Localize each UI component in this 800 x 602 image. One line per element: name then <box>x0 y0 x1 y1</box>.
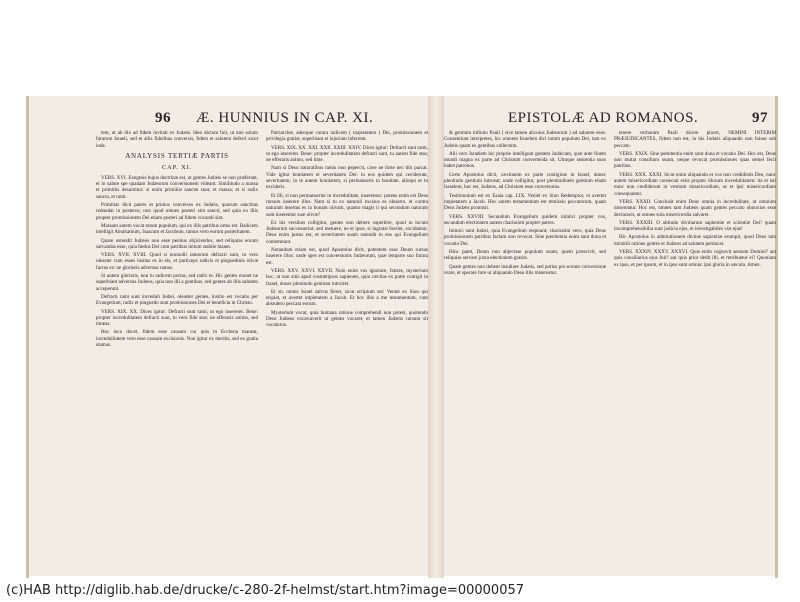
paragraph: Notandum etiam est, quod Apostolus dicit, potentem esse Deum rursus inserere illos: unde spes est conversionis Judæorum, quæ tempore suo futura est. <box>266 247 428 266</box>
left-page <box>96 108 428 576</box>
paragraph: Quare ostendit Judæos non esse penitus abjiciendos, sed reliquias eorum salvandas esse, quia fœdus Dei cum patribus initum stabile manet. <box>96 237 258 250</box>
paragraph: Inimici sunt Judæi, quia Evangelium respuunt; charissimi vero, quia Deus promissionem patribus factam non revocat. Sine pœnitentia enim sunt dona et vocatio Dei. <box>444 228 606 247</box>
paragraph: VERS. XXIX. Sine pœnitentia enim sunt dona et vocatio Dei. Hoc est, Deus non mutat consilium suum, neque revocat promissiones quas semel fecit patribus. <box>614 150 776 170</box>
paragraph: Si autem gloriaris, non tu radicem portas, sed radix te. Hic gentes monet ne superbiant adversus Judæos, quia non illi a gentibus, sed gentes ab illis salutem acceperunt. <box>96 273 258 292</box>
paragraph: Mysterium vocat, quia humana ratione comprehendi non potest, quomodo Deus Judæos excæcaverit ut gentes vocaret, et tamen Judæos rursum sit vocaturus. <box>266 309 428 329</box>
paragraph: Et sic omnis Israel salvus fieret, sicut scriptum est: Veniet ex Sion qui eripiat, et avertet impietatem a Jacob. Et hoc illis a me testamentum, cum abstulero peccata eorum. <box>266 288 428 308</box>
paragraph: & gentium infinito Pauli ( sive tamen alicuius Judæorum ) ad salutem esse. Consentiunt interpretes, hic omnem Israelem dici totum populum Dei, tam ex Judæis quam ex gentibus collectum. <box>444 130 606 149</box>
paragraph: VERS. XIX. XX. XXI. XXII. XXIII. XXIV. Dices igitur: Defracti sunt rami, ut ego insererer. Bene: propter incredulitatem defracti sunt, tu autem fide stas; ne efferaris animo, sed time. <box>266 144 428 164</box>
right-page <box>444 108 776 576</box>
left-running-head: Æ. HUNNIUS IN CAP. XI. <box>196 110 374 126</box>
paragraph: VERS. XXVIII. Secundum Evangelium quidem inimici propter vos, secundum electionem autem charissimi propter patres. <box>444 213 606 226</box>
paragraph: VERS. XXXIV. XXXV. XXXVI. Quis enim cognovit sensum Domini? aut quis consiliarius ejus fuit? aut quis prior dedit illi, et retribuetur ei? Quoniam ex ipso, et per ipsum, et in ipso sunt omnia: ipsi gloria in sæcula. Amen. <box>614 249 776 268</box>
chapter-subheading: CAP. XI. <box>161 163 193 171</box>
paragraph: VERS. XXX. XXXI. Sicut enim aliquando et vos non credidistis Deo, nunc autem misericordiam consecuti estis propter illorum incredulitatem: ita et isti nunc non crediderunt in vestram misericordiam, ut et ipsi misericordiam consequantur. <box>614 171 776 197</box>
paragraph: VERS. XIX. XX. Dices igitur: Defracti sunt rami, ut ego insererer. Bene: propter incredulitatem defracti sunt, tu vero fide stas: ne efferaris animo, sed timeas. <box>96 308 258 328</box>
paragraph: Nam si Deus naturalibus ramis non pepercit, cave ne forte nec tibi parcat. Vide igitur bonitatem et severitatem Dei: in eos quidem qui ceciderunt, severitatem; in te autem bonitatem, si permanseris in bonitate, alioqui et tu excideris. <box>266 165 428 191</box>
paragraph: Testimonium est ex Esaia cap. LIX. Veniet ex Sion Redemptor, et avertet impietatem a Jacob. Hoc autem testamentum est remissio peccatorum, quam Deus Judæis promisit. <box>444 192 606 212</box>
paragraph: Hic Apostolus in admirationem divinæ sapientiæ erumpit, quod Deus tam mirabili ratione gentes et Judæos ad salutem perducat. <box>614 234 776 247</box>
paragraph: Primitias dicit patres et primos conversos ex Judæis, quorum sanctitas redundat in posteros; non quod omnes posteri sint sancti, sed quia ex illis propter promissionem Dei etiam posteri ad fidem vocandi sint. <box>96 202 258 221</box>
paragraph: Ex his versibus colligitur, gentes non debere superbire, quod in locum Judæorum successerint; sed metuere, ne et ipsæ, si ingratæ fuerint, excidantur. Deus enim justus est, et severitatem suam ostendit in eos qui Evangelium contemnunt. <box>266 219 428 245</box>
left-page-edge <box>26 96 29 578</box>
left-page-column-1 <box>96 130 258 576</box>
right-page-column-2 <box>614 130 776 576</box>
paragraph: VERS. XVI. Exegesis hujus doctrinæ est, ut gentes Judæis se non præferant, et in salute spe quadam Judæorum conversionem videant. Similitudo a massa et primitiis desumitur: si enim primitiæ sanctæ sunt, et massa; et si radix sancta, et rami. <box>96 174 258 200</box>
paragraph: Alii vero Israelem hic proprie intelligunt gentem Judaicam, quæ ante finem mundi magna ex parte ad Christum convertenda sit. Utraque sententia suos habet patronos. <box>444 150 606 170</box>
section-heading: ANALYSIS TERTIÆ PARTIS <box>125 151 229 160</box>
left-page-column-2 <box>266 130 428 576</box>
paragraph: VERS. XVII. XVIII. Quod si nonnulli ramorum defracti sunt, tu vero oleaster cum esses insitus es in eis, et particeps radicis et pinguedinis olivæ factus es: ne glorieris adversus ramos. <box>96 252 258 271</box>
paragraph: tenere verbarum Pauli dicere placet, NEMINI INTERIM PRÆJUDICANTES, fidem non est, in his Judæis aliquando non fuisse sub peccato. <box>614 130 776 149</box>
paragraph: Et illi, si non permanserint in incredulitate, inserentur: potens enim est Deus rursum inserere illos. Nam si tu ex naturali excisus es oleastro, et contra naturam insertus es in bonam olivam, quanto magis ii qui secundum naturam sunt inserentur suæ olivæ? <box>266 192 428 218</box>
paragraph: VERS. XXXIII. O altitudo divitiarum sapientiæ et scientiæ Dei! quam incomprehensibilia sunt judicia ejus, et investigabiles viæ ejus! <box>614 219 776 233</box>
paragraph: Hinc patet, Deum non abjecisse populum suum, quem præscivit, sed reliquias servare juxta electionem gratiæ. <box>444 249 606 262</box>
right-page-number: 97 <box>752 110 768 126</box>
right-page-column-1 <box>444 130 606 576</box>
citation-footer: (c)HAB http://diglib.hab.de/drucke/c-280-2f-helmst/start.htm?image=00000057 <box>0 580 800 602</box>
book-gutter <box>428 96 444 578</box>
paragraph: VERS. XXV. XXVI. XXVII. Nolo enim vos ignorare, fratres, mysterium hoc, ut non sitis apud vosmetipsos sapientes, quia cæcitas ex parte contigit in Israel, donec plenitudo gentium introiret. <box>266 267 428 287</box>
paragraph: VERS. XXXII. Conclusit enim Deus omnia in incredulitate, ut omnium misereatur. Hoc est, omnes tam Judæos quam gentes peccato obnoxios esse declaravit, ut omnes sola misericordia salvaret. <box>614 198 776 218</box>
paragraph: Defracti rami sunt increduli Judæi, oleaster gentes, insitio est vocatio per Evangelium, radix et pinguedo sunt promissiones Dei et beneficia in Christo. <box>96 293 258 307</box>
paragraph: Hoc loco docet, fidem esse causam cur quis in Ecclesia maneat, incredulitatem vero esse causam excisionis. Non igitur ex meritis, sed ex gratia stamus. <box>96 329 258 349</box>
paragraph: tem, ut ab illo ad fidem invitati ex Judæis. Ideo dictum fuit, ut non solum futurum Israeli, sed et aliis fidelibus conversis, fidem et salutem deferri sicut inde. <box>96 130 258 149</box>
paragraph: Patriarchæ, adeoque contra radicem ( majestatem ) Dei, promissionem et privilegia gratiæ, superbiant et injuriam inferrent. <box>266 130 428 143</box>
right-running-head: EPISTOLÆ AD ROMANOS. <box>508 110 699 126</box>
paragraph: Massam autem vocat totum populum, qui ex illis patribus ortus est. Radicem intelligit Abrahamum, Isaacum et Jacobum, ramos vero eorum posteritatem. <box>96 222 258 236</box>
paragraph: Quare gentes non debent insultare Judæis, sed potius pro eorum conversione orare, et sperare fore ut aliquando Deus illis misereatur. <box>444 263 606 276</box>
left-page-number: 96 <box>155 110 171 126</box>
paragraph: Certe Apostolus dicit, cæcitatem ex parte contigisse in Israel, donec plenitudo gentium introeat; unde colligitur, post plenitudinem gentium etiam Israelem, hoc est, Judæos, ad Christum esse conversuros. <box>444 171 606 191</box>
